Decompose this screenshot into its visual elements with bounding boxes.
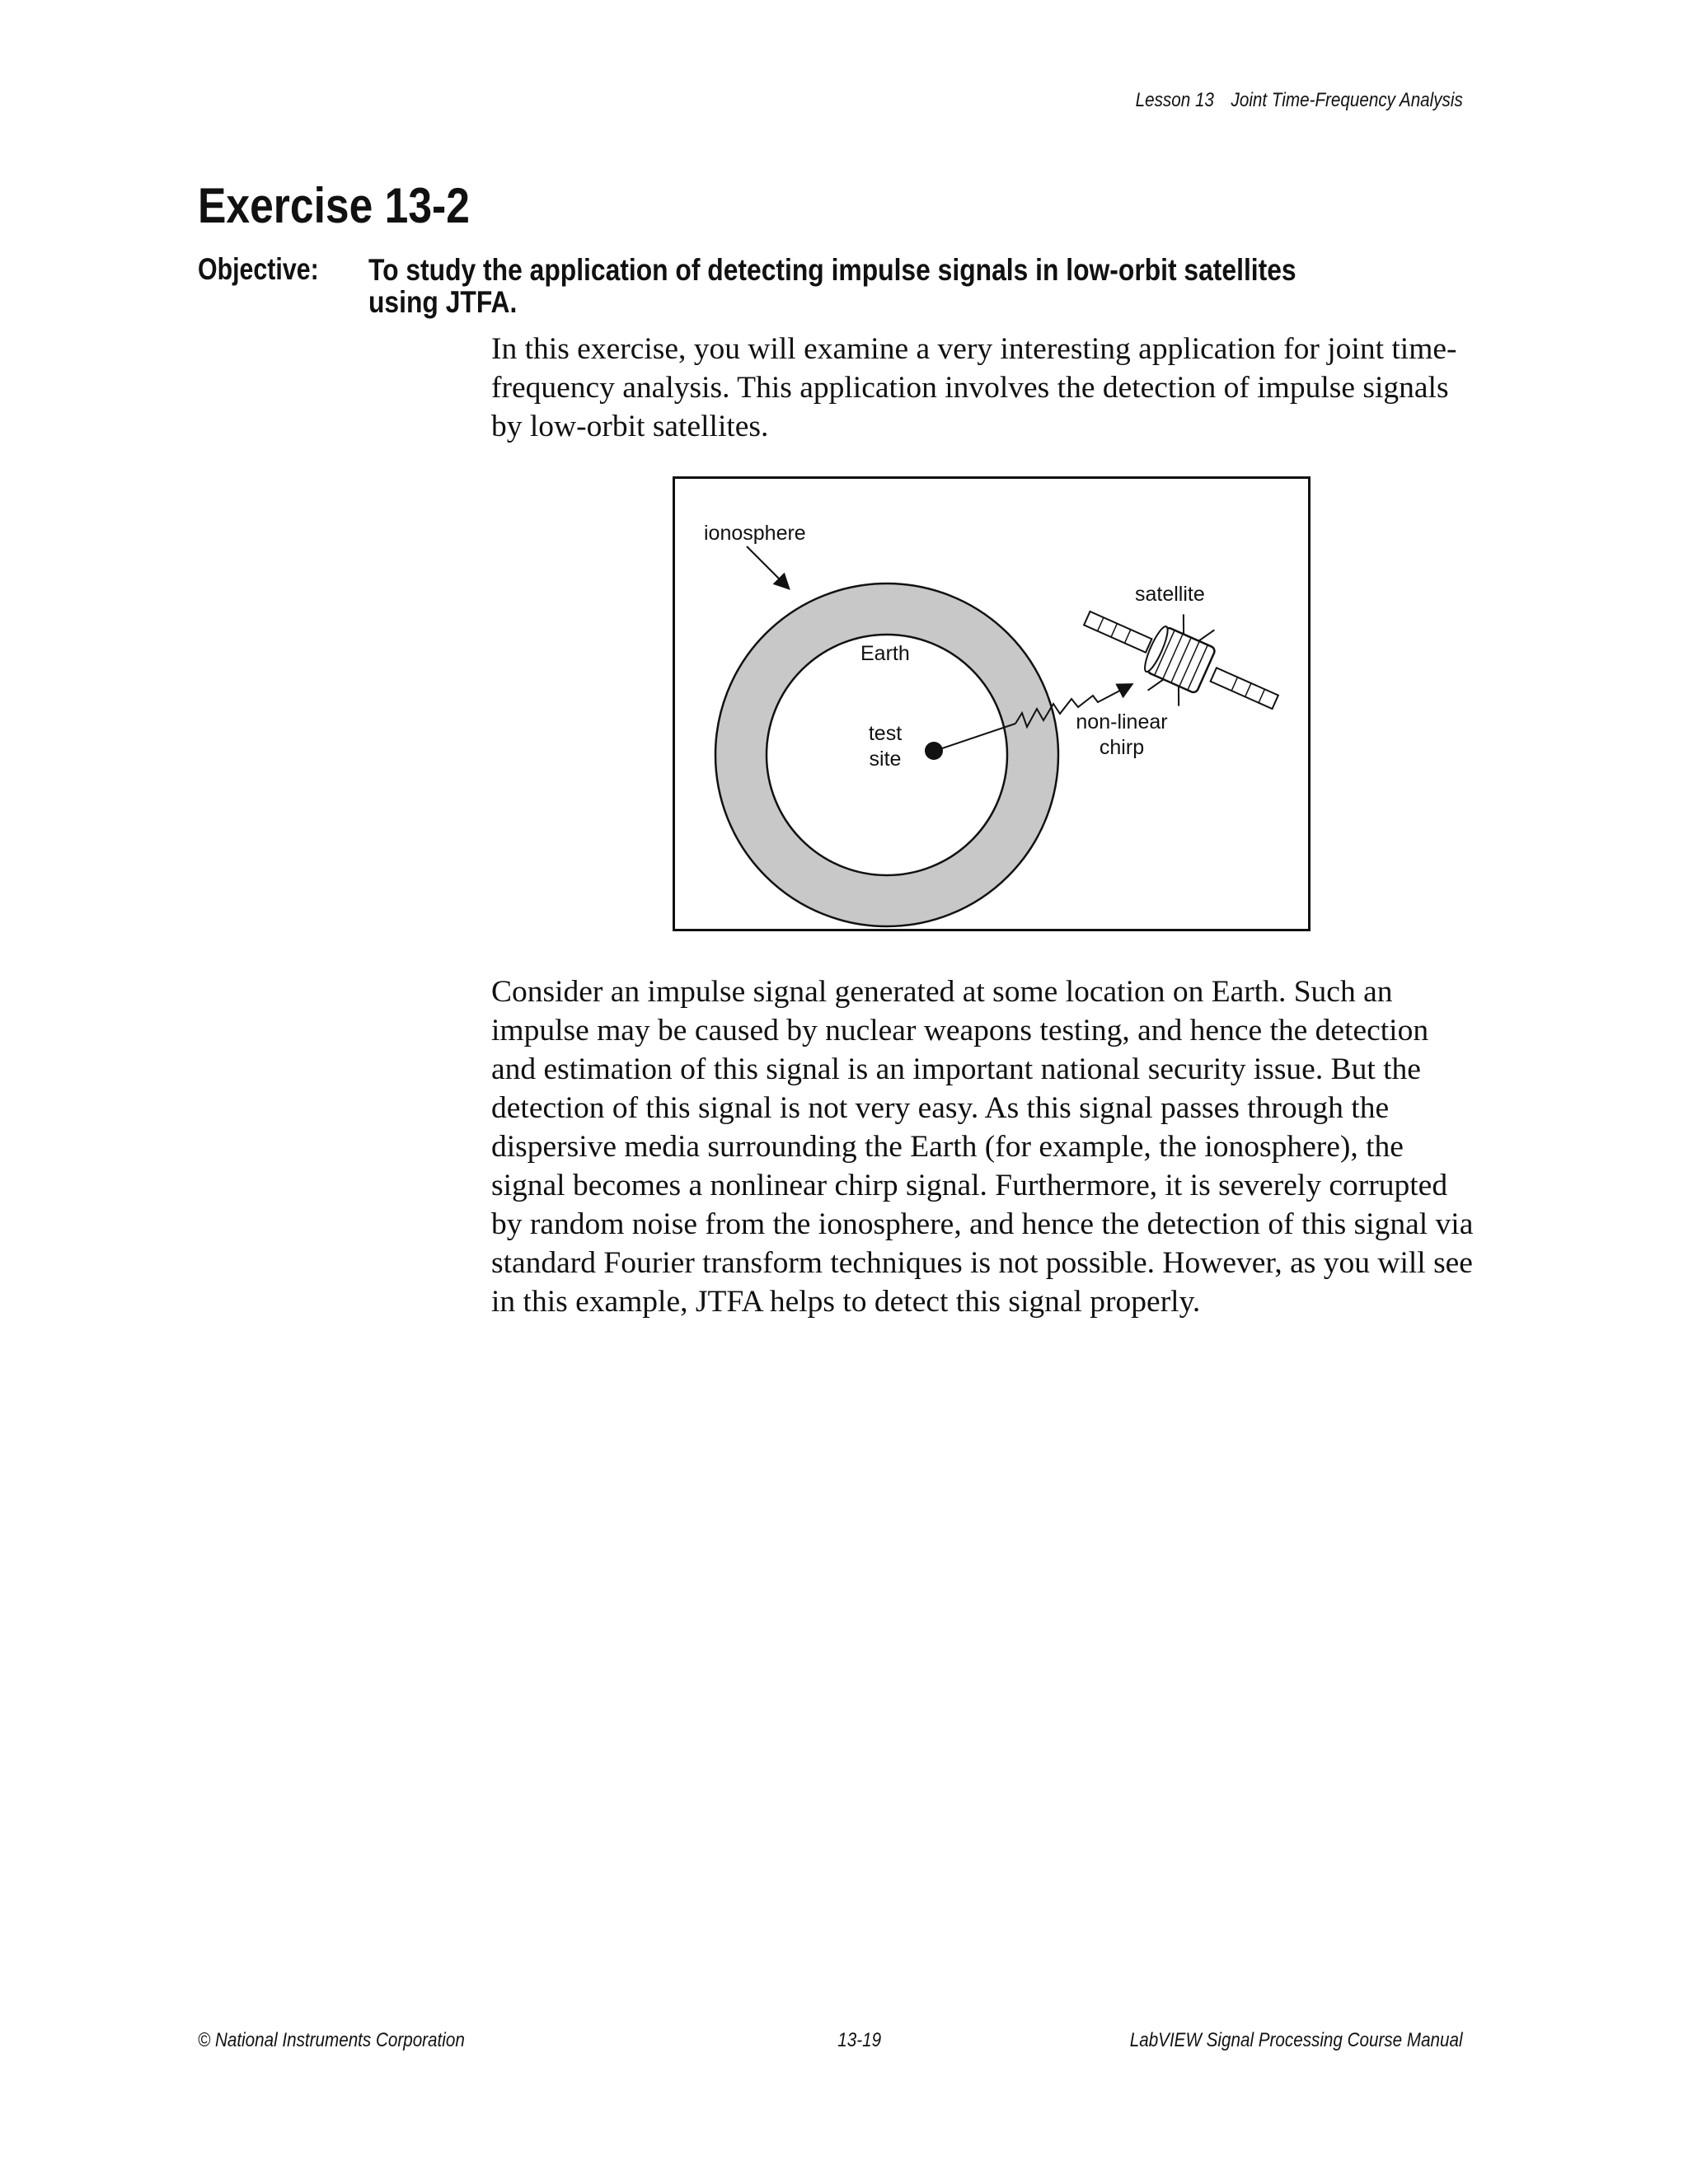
earth-label: Earth [860, 642, 910, 665]
main-paragraph: Consider an impulse signal generated at some location on Earth. Such an impulse may be caused by nuclear weapons testing, and hence the detection and estimation of this signal is an important national security issue. But the detection of this signal is not very easy. As this signal passes through the dispersive media surrounding the Earth (for example, the ionosphere), the signal becomes a nonlinear chirp signal. Furthermore, it is severely corrupted by random noise from the ionosphere, and hence the detection of this signal via standard Fourier transform techniques is not possible. However, as you will see in this example, JTFA helps to detect this signal properly. [491, 975, 1474, 1319]
intro-paragraph: In this exercise, you will examine a very interesting application for joint time-frequency analysis. This application involves the detection of impulse signals by low-orbit satellites. [491, 332, 1457, 443]
chapter-title: Joint Time-Frequency Analysis [1231, 89, 1463, 111]
objective-label: Objective: [198, 252, 319, 286]
running-header [1136, 89, 1463, 112]
test-site-dot [925, 742, 943, 760]
satellite-label: satellite [1135, 583, 1205, 606]
nonlinear-label: non-linear [1076, 710, 1168, 733]
chirp-label: chirp [1099, 736, 1145, 759]
ionosphere-satellite-figure [673, 476, 1311, 931]
exercise-title: Exercise 13-2 [198, 178, 470, 233]
footer-manual-title: LabVIEW Signal Processing Course Manual [1130, 2029, 1463, 2051]
lesson-number: Lesson 13 [1135, 89, 1215, 111]
test-label: test [868, 722, 903, 745]
ionosphere-label: ionosphere [704, 522, 806, 545]
site-label: site [869, 748, 902, 771]
footer-page-number: 13-19 [837, 2029, 882, 2051]
objective-text: To study the application of detecting impulse signals in low-orbit satellites using JTFA. [368, 253, 1296, 319]
footer-copyright: © National Instruments Corporation [198, 2029, 465, 2051]
